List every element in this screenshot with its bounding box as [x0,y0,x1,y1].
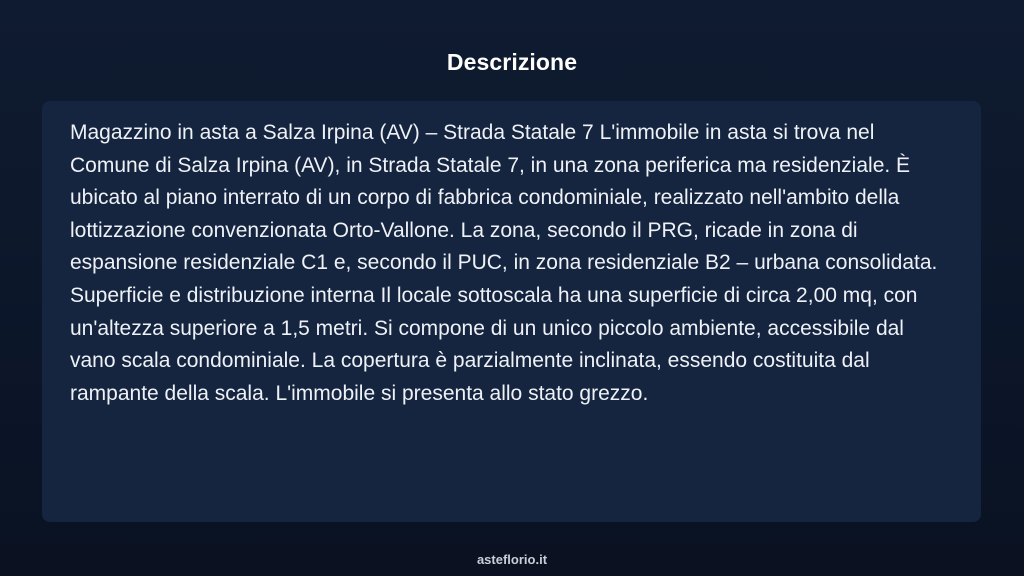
description-text: Magazzino in asta a Salza Irpina (AV) – Strada Statale 7 L'immobile in asta si trova nel Comune di Salza Irpina (AV), in Strada Statale 7, in una zona periferica ma residenziale. È ubicato al piano interrato di un corpo di fabbrica condominiale, realizzato nell'ambito della lottizzazione convenzionata Orto-Vallone. La zona, secondo il PRG, ricade in zona di espansione residenziale C1 e, secondo il PUC, in zona residenziale B2 – urbana consolidata. Superficie e distribuzione interna Il locale sottoscala ha una superficie di circa 2,00 mq, con un'altezza superiore a 1,5 metri. Si compone di un unico piccolo ambiente, accessibile dal vano scala condominiale. La copertura è parzialmente inclinata, essendo costituita dal rampante della scala. L'immobile si presenta allo stato grezzo. [70,121,938,405]
footer-site-name: asteflorio.it [476,552,548,567]
page-title: Descrizione [446,49,578,75]
description-card [42,101,981,522]
